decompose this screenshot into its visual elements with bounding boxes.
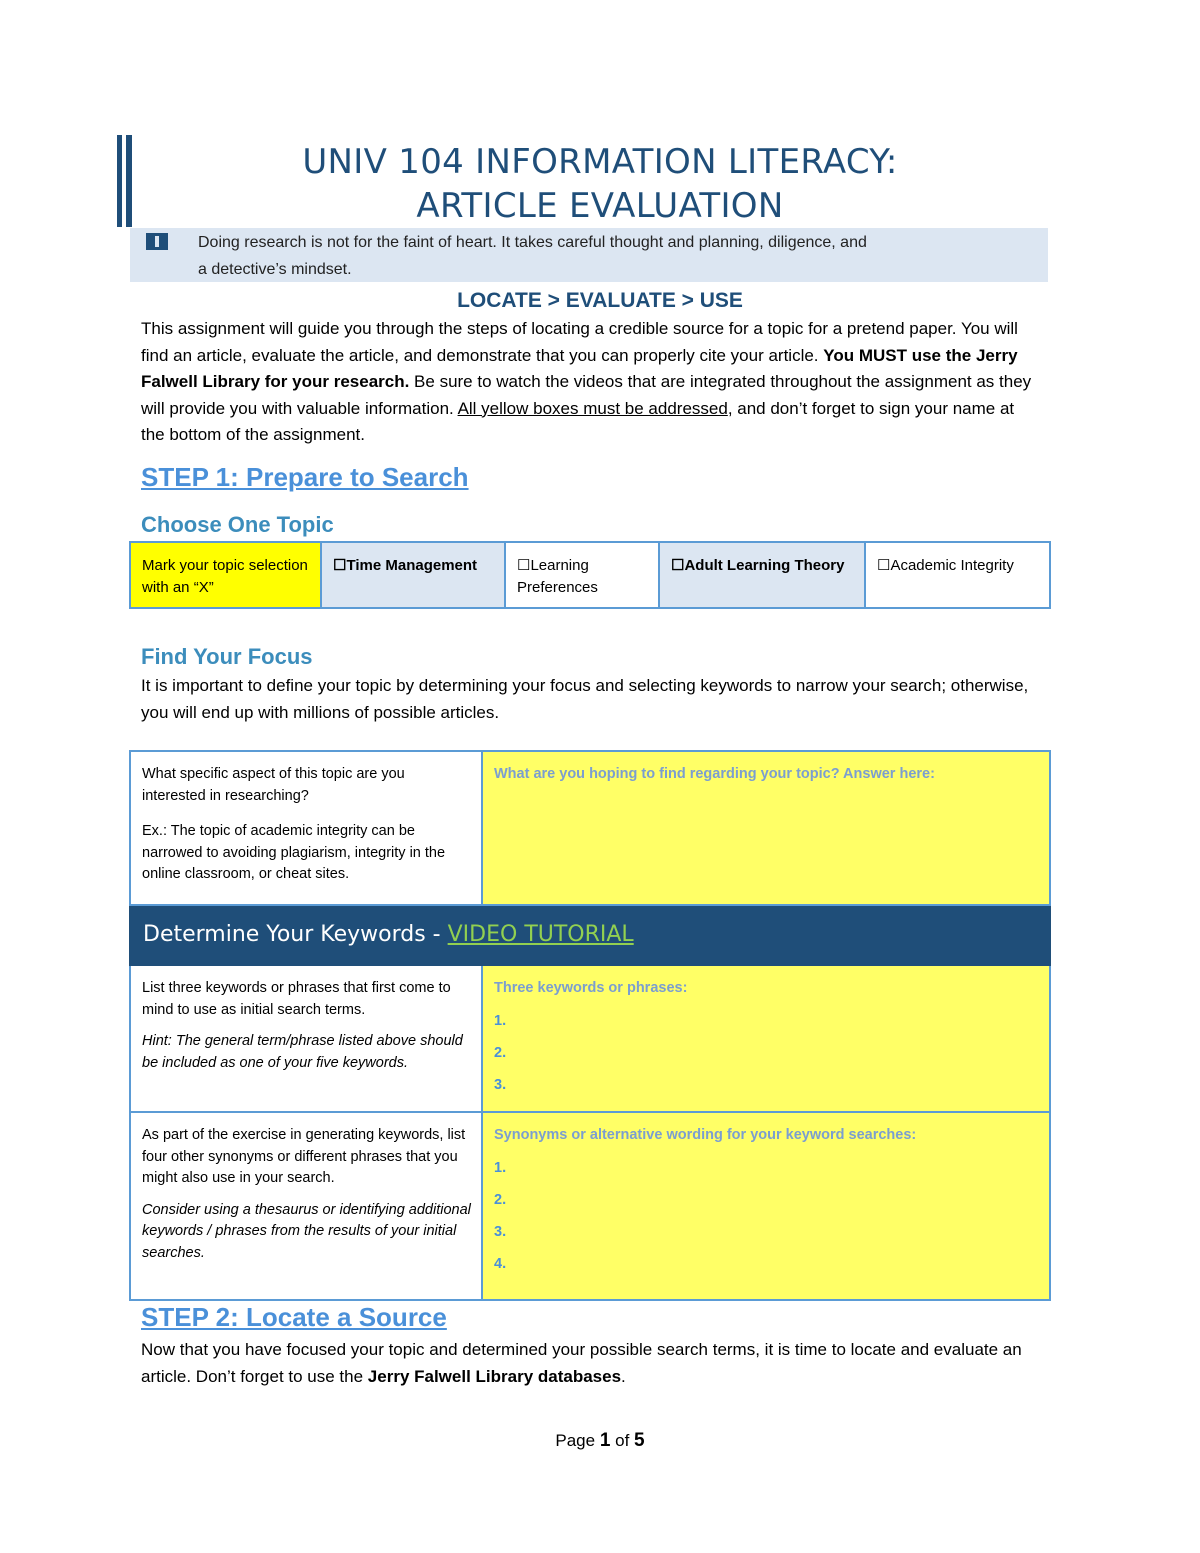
page-total: 5 <box>634 1430 645 1451</box>
step1-heading[interactable]: STEP 1: Prepare to Search <box>141 462 469 492</box>
topic-option-adult-learning-theory[interactable]: ☐Adult Learning Theory <box>659 542 865 608</box>
focus-answer-box[interactable] <box>482 751 1050 905</box>
page-footer: Page 1 of 5 <box>555 1430 645 1451</box>
synonyms-question-cell <box>130 1112 482 1300</box>
synonym-item-3[interactable]: 3. <box>494 1223 507 1240</box>
synonyms-hint: Consider using a thesaurus or identifying additional keywords / phrases from the results of your initial searches. <box>142 1201 471 1261</box>
keywords-question-cell <box>130 965 482 1112</box>
keywords-hint: Hint: The general term/phrase listed above should be included as one of your five keywords. <box>142 1033 463 1071</box>
topic-option-time-management[interactable]: ☐Time Management <box>321 542 505 608</box>
focus-answer-label: What are you hoping to find regarding your topic? Answer here: <box>494 766 935 782</box>
synonym-item-4[interactable]: 4. <box>494 1255 507 1272</box>
focus-keywords-table <box>129 750 1051 1301</box>
intro-callout <box>130 228 1048 282</box>
page-number: 1 <box>599 1430 611 1451</box>
assignment-intro-paragraph: This assignment will guide you through the steps of locating a credible source for a topic for a pretend paper. You will find an article, evaluate the article, and demonstrate that you can properly cite your article. You MUST use the Jerry Falwell Library for your research. Be sure to watch the videos that are integrated throughout the assignment as they will provide you with valuable information. All yellow boxes must be addressed, and don’t forget to sign your name at the bottom of the assignment. <box>141 319 1032 444</box>
keywords-answer-label: Three keywords or phrases: <box>494 980 688 996</box>
info-icon <box>146 233 168 250</box>
step2-heading[interactable]: STEP 2: Locate a Source <box>141 1302 447 1332</box>
keyword-item-3[interactable]: 3. <box>494 1076 507 1093</box>
synonyms-answer-box[interactable] <box>482 1112 1050 1300</box>
yellow-boxes-note: All yellow boxes must be addressed <box>457 398 728 418</box>
process-subheading: LOCATE > EVALUATE > USE <box>457 289 743 312</box>
synonyms-answer-label: Synonyms or alternative wording for your keyword searches: <box>494 1127 917 1143</box>
keyword-item-1[interactable]: 1. <box>494 1012 507 1029</box>
topic-option-academic-integrity[interactable]: ☐Academic Integrity <box>865 542 1050 608</box>
title-line-1: UNIV 104 INFORMATION LITERACY: <box>302 142 898 182</box>
keyword-item-2[interactable]: 2. <box>494 1044 507 1061</box>
video-tutorial-link[interactable]: VIDEO TUTORIAL <box>447 922 634 947</box>
synonym-item-2[interactable]: 2. <box>494 1191 507 1208</box>
topic-selection-table <box>129 541 1051 609</box>
intro-line-2: a detective’s mindset. <box>198 261 352 278</box>
keywords-header-text: Determine Your Keywords - <box>143 922 448 947</box>
library-requirement: You MUST use the Jerry Falwell Library for your research. <box>141 345 1018 391</box>
synonym-item-1[interactable]: 1. <box>494 1159 507 1176</box>
intro-line-1: Doing research is not for the faint of heart. It takes careful thought and planning, diligence, and <box>198 234 867 251</box>
focus-question: What specific aspect of this topic are you interested in researching? <box>142 766 405 804</box>
focus-paragraph: It is important to define your topic by determining your focus and selecting keywords to narrow your search; otherwise, you will end up with millions of possible articles. <box>141 676 1029 722</box>
keywords-section-header <box>130 905 1050 965</box>
topic-option-learning-preferences[interactable]: ☐Learning Preferences <box>505 542 659 608</box>
choose-topic-heading: Choose One Topic <box>141 512 334 537</box>
focus-question-cell <box>130 751 482 905</box>
topic-prompt-cell: Mark your topic selection with an “X” <box>130 542 321 608</box>
title-line-2: ARTICLE EVALUATION <box>416 186 784 226</box>
step2-paragraph: Now that you have focused your topic and determined your possible search terms, it is time to locate and evaluate an article. Don’t forget to use the Jerry Falwell Library databases. <box>141 1340 1022 1386</box>
intro-text <box>198 229 1038 283</box>
find-focus-heading: Find Your Focus <box>141 644 313 669</box>
focus-example: Ex.: The topic of academic integrity can be narrowed to avoiding plagiarism, integrity in the online classroom, or cheat sites. <box>142 823 446 882</box>
keywords-question: List three keywords or phrases that first come to mind to use as initial search terms. <box>142 980 451 1018</box>
page-title <box>130 140 1070 228</box>
synonyms-question: As part of the exercise in generating keywords, list four other synonyms or different phrases that you might also use in your search. <box>142 1127 466 1186</box>
library-databases-text: Jerry Falwell Library databases <box>367 1366 622 1386</box>
keywords-answer-box[interactable] <box>482 965 1050 1112</box>
